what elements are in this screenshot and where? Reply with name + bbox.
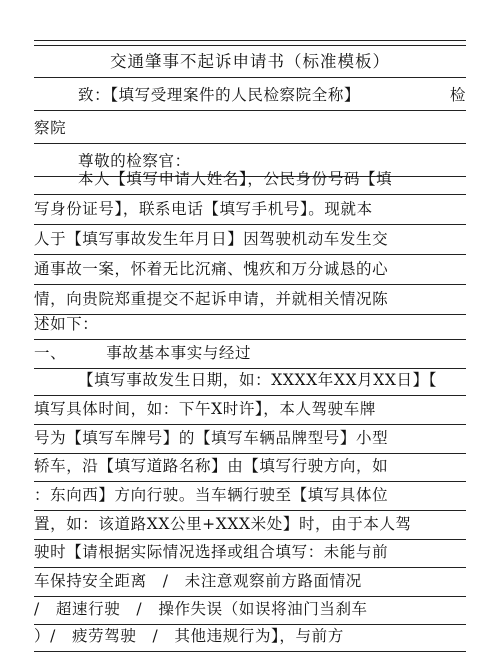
salutation: 尊敬的检察官： [78, 152, 191, 170]
line-rule [34, 651, 466, 652]
para2-line: 【填写事故发生日期，如：XXXX年XX月XX日】【 [78, 371, 438, 389]
para2-line: 号为【填写车牌号】的【填写车辆品牌型号】小型 [34, 429, 389, 447]
top-double-rule [34, 40, 466, 46]
para1-line: 本人【填写申请人姓名】，公民身份号码【填 [78, 170, 393, 188]
recipient-text: 致：【填写受理案件的人民检察院全称】 [78, 86, 361, 104]
para2-line: ：东向西】方向行驶。当车辆行驶至【填写具体位 [34, 486, 389, 504]
section-title: 事故基本事实与经过 [106, 344, 252, 362]
para1-line: 通事故一案，怀着无比沉痛、愧疚和万分诚恳的心 [34, 260, 389, 278]
line-rule [34, 110, 466, 111]
document-title: 交通肇事不起诉申请书（标准模板） [110, 52, 390, 71]
para2-line: / 超速行驶 / 操作失误（如误将油门当刹车 [34, 600, 368, 618]
section-number: 一、 [34, 344, 67, 362]
para1-line: 人于【填写事故发生年月日】因驾驶机动车发生交 [34, 230, 389, 248]
para1-line: 写身份证号】，联系电话【填写手机号】。现就本 [34, 200, 373, 218]
para1-line: 情，向贵院郑重提交不起诉申请，并就相关情况陈 [34, 290, 389, 308]
line-rule [34, 143, 466, 144]
section-heading [34, 338, 466, 368]
recipient-text-end: 检 [449, 86, 466, 104]
para2-line: 驶时【请根据实际情况选择或组合填写：未能与前 [34, 543, 389, 561]
para2-line: ）/ 疲劳驾驶 / 其他违规行为】，与前方 [34, 627, 344, 645]
line-rule [34, 77, 466, 78]
para1-line: 述如下： [34, 315, 99, 333]
recipient-continuation: 察院 [34, 119, 67, 137]
recipient-line [34, 80, 466, 110]
para2-line: 置，如：该道路XX公里+XXX米处】时，由于本人驾 [34, 515, 412, 533]
para2-line: 轿车，沿【填写道路名称】由【填写行驶方向，如 [34, 457, 389, 475]
para2-line: 填写具体时间，如：下午X时许】，本人驾驶车牌 [34, 400, 376, 418]
para2-line: 车保持安全距离 / 未注意观察前方路面情况 [34, 572, 362, 590]
